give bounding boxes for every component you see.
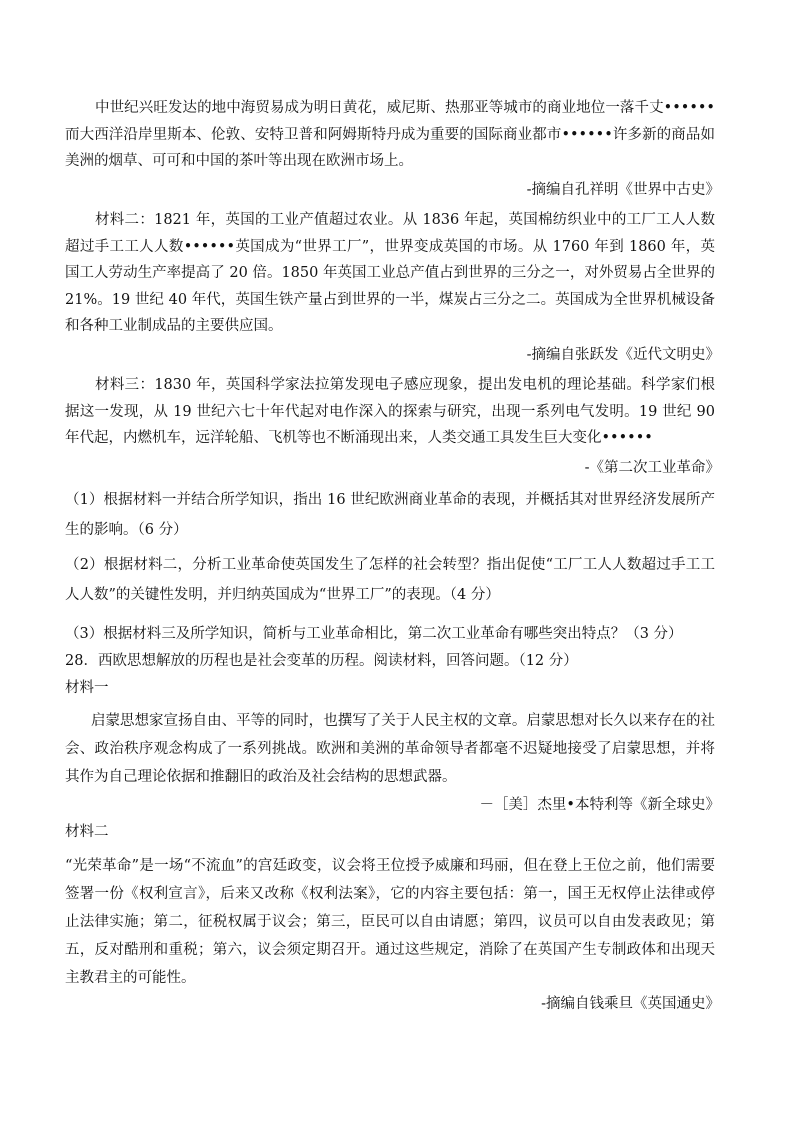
material-1-text: 中世纪兴旺发达的地中海贸易成为明日黄花，威尼斯、热那亚等城市的商业地位一落千丈••••••而大西洋沿岸里斯本、伦敦、安特卫普和阿姆斯特丹成为重要的国际商业都市••••••许多新的商品如美洲的烟草、可可和中国的茶叶等出现在欧洲市场上。 bbox=[65, 100, 715, 169]
source-1-citation: －［美］杰里•本特利等《新全球史》 bbox=[479, 797, 720, 813]
source-2-label: 材料二 bbox=[65, 824, 109, 840]
material-3-source: -《第二次工业革命》 bbox=[584, 460, 720, 476]
source-1-label: 材料一 bbox=[65, 680, 109, 696]
question-2: （2）根据材料二，分析工业革命使英国发生了怎样的社会转型？指出促使“工厂工人人数超过手工工人人数”的关键性发明，并归纳英国成为“世界工厂”的表现。（4 分） bbox=[65, 557, 715, 603]
source-1-text: 启蒙思想家宣扬自由、平等的同时，也撰写了关于人民主权的文章。启蒙思想对长久以来存在的社会、政治秩序观念构成了一系列挑战。欧洲和美洲的革命领导者都毫不迟疑地接受了启蒙思想，并将其作为自己理论依据和推翻旧的政治及社会结构的思想武器。 bbox=[65, 713, 715, 785]
source-2-text: “光荣革命”是一场“不流血”的宫廷政变，议会将王位授予威廉和玛丽，但在登上王位之前，他们需要签署一份《权利宣言》，后来又改称《权利法案》，它的内容主要包括：第一，国王无权停止法律或停止法律实施；第二，征税权属于议会；第三，臣民可以自由请愿；第四，议员可以自由发表政见；第五，反对酷刑和重税；第六，议会须定期召开。通过这些规定，消除了在英国产生专制政体和出现天主教君主的可能性。 bbox=[65, 858, 715, 986]
source-2-citation: -摘编自钱乘旦《英国通史》 bbox=[541, 996, 720, 1012]
material-3-text: 材料三：1830 年，英国科学家法拉第发现电子感应现象，提出发电机的理论基础。科学家们根据这一发现，从 19 世纪六七十年代起对电作深入的探索与研究，出现一系列电气发明。19 世纪 90 年代起，内燃机车，远洋轮船、飞机等也不断涌现出来，人类交通工具发生巨大变化•••••• bbox=[65, 377, 715, 446]
material-2-text: 材料二：1821 年，英国的工业产值超过农业。从 1836 年起，英国棉纺织业中的工厂工人人数超过手工工人人数••••••英国成为“世界工厂”，世界变成英国的市场。从 1760 年到 1860 年，英国工人劳动生产率提高了 20 倍。1850 年英国工业总产值占到世界的三分之一，对外贸易占全世界的 21%。19 世纪 40 年代，英国生铁产量占到世界的一半，煤炭占三分之二。英国成为全世界机械设备和各种工业制成品的主要供应国。 bbox=[65, 212, 715, 334]
question-28-title: 28．西欧思想解放的历程也是社会变革的历程。阅读材料，回答问题。（12 分） bbox=[65, 653, 578, 669]
question-3: （3）根据材料三及所学知识，简析与工业革命相比，第二次工业革命有哪些突出特点？（3 分） bbox=[65, 626, 683, 642]
material-2-source: -摘编自张跃发《近代文明史》 bbox=[526, 347, 720, 363]
material-1-source: -摘编自孔祥明《世界中古史》 bbox=[526, 182, 720, 198]
question-1: （1）根据材料一并结合所学知识，指出 16 世纪欧洲商业革命的表现，并概括其对世界经济发展所产生的影响。（6 分） bbox=[65, 492, 715, 538]
